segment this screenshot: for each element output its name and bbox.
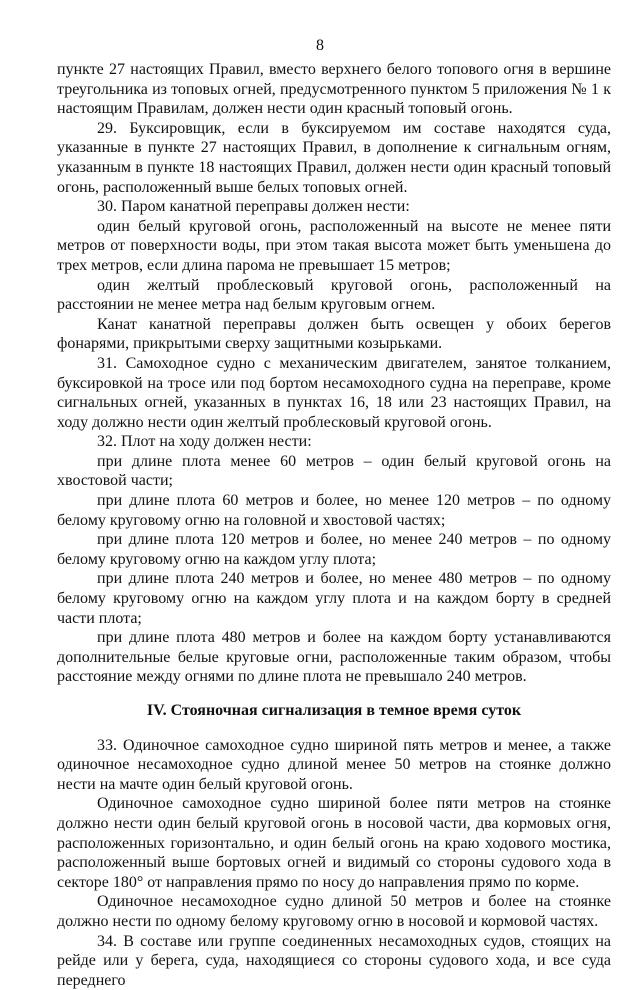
paragraph-item-29: 29. Буксировщик, если в буксируемом им составе находятся суда, указанные в пункте 27 настоящих Правил, в дополнение к сигнальным огням, указанным в пункте 18 настоящих Правил, должен нести один красный топовый огонь, расположенный выше белых топовых огней. xyxy=(57,119,611,196)
paragraph-item-30-yellow-light: один желтый проблесковый круговой огонь, расположенный на расстоянии не менее метра над белым круговым огнем. xyxy=(57,276,611,314)
paragraph-item-32-120-to-240: при длине плота 120 метров и более, но менее 240 метров – по одному белому круговому огню на каждом углу плота; xyxy=(57,531,611,568)
paragraph-item-33-wide-vessel: Одиночное самоходное судно шириной более пяти метров на стоянке должно нести один белый круговой огонь в носовой части, два кормовых огня, расположенных горизонтально, и один белый огонь на краю ходового мостика, расположенный выше бортовых огней и видимый со стороны судового хода в секторе 180° от направления прямо по носу до направления прямо по корме. xyxy=(57,795,611,891)
paragraph-item-33: 33. Одиночное самоходное судно шириной пять метров и менее, а также одиночное несамоходное судно длиной менее 50 метров на стоянке должно нести на мачте один белый круговой огонь. xyxy=(57,736,611,793)
paragraph-item-30-white-light: один белый круговой огонь, расположенный на высоте не менее пяти метров от поверхности воды, при этом такая высота может быть уменьшена до трех метров, если длина парома не превышает 15 метров; xyxy=(57,217,611,274)
paragraph-item-32: 32. Плот на ходу должен нести: xyxy=(97,433,312,451)
section-heading: IV. Стояночная сигнализация в темное время суток xyxy=(146,702,522,719)
paragraph-item-33-long-nonpowered: Одиночное несамоходное судно длиной 50 метров и более на стоянке должно нести по одному белому круговому огню в носовой и кормовой частях. xyxy=(57,893,611,930)
paragraph-item-32-240-to-480: при длине плота 240 метров и более, но менее 480 метров – по одному белому круговому огню на каждом углу плота и на каждом борту в средней части плота; xyxy=(57,570,611,627)
paragraph-item-31: 31. Самоходное судно с механическим двигателем, занятое толканием, буксировкой на тросе или под бортом несамоходного судна на переправе, кроме сигнальных огней, указанных в пунктах 16, 18 или 23 настоящих Правил, на ходу должно нести один желтый проблесковый круговой огонь. xyxy=(57,354,611,431)
paragraph-item-32-60-to-120: при длине плота 60 метров и более, но менее 120 метров – по одному белому круговому огню на головной и хвостовой частях; xyxy=(57,492,611,529)
paragraph-item-32-under-60: при длине плота менее 60 метров – один белый круговой огонь на хвостовой части; xyxy=(57,452,611,490)
paragraph-item-30: 30. Паром канатной переправы должен нести: xyxy=(97,198,410,216)
document-body xyxy=(57,60,611,990)
page-number: 8 xyxy=(316,37,324,54)
paragraph-item-34: 34. В составе или группе соединенных несамоходных судов, стоящих на рейде или у берега, суда, находящиеся со стороны судового хода, и все суда переднего xyxy=(57,932,611,989)
paragraph-continuation: пункте 27 настоящих Правил, вместо верхнего белого топового огня в вершине треугольника из топовых огней, предусмотренного пунктом 5 приложения № 1 к настоящим Правилам, должен нести один красный топовый огонь. xyxy=(57,61,611,118)
paragraph-item-30-rope-lighting: Канат канатной переправы должен быть освещен у обоих берегов фонарями, прикрытыми сверху защитными козырьками. xyxy=(57,315,611,353)
paragraph-item-32-over-480: при длине плота 480 метров и более на каждом борту устанавливаются дополнительные белые круговые огни, расположенные таким образом, чтобы расстояние между огнями по длине плота не превышало 240 метров. xyxy=(57,629,611,686)
